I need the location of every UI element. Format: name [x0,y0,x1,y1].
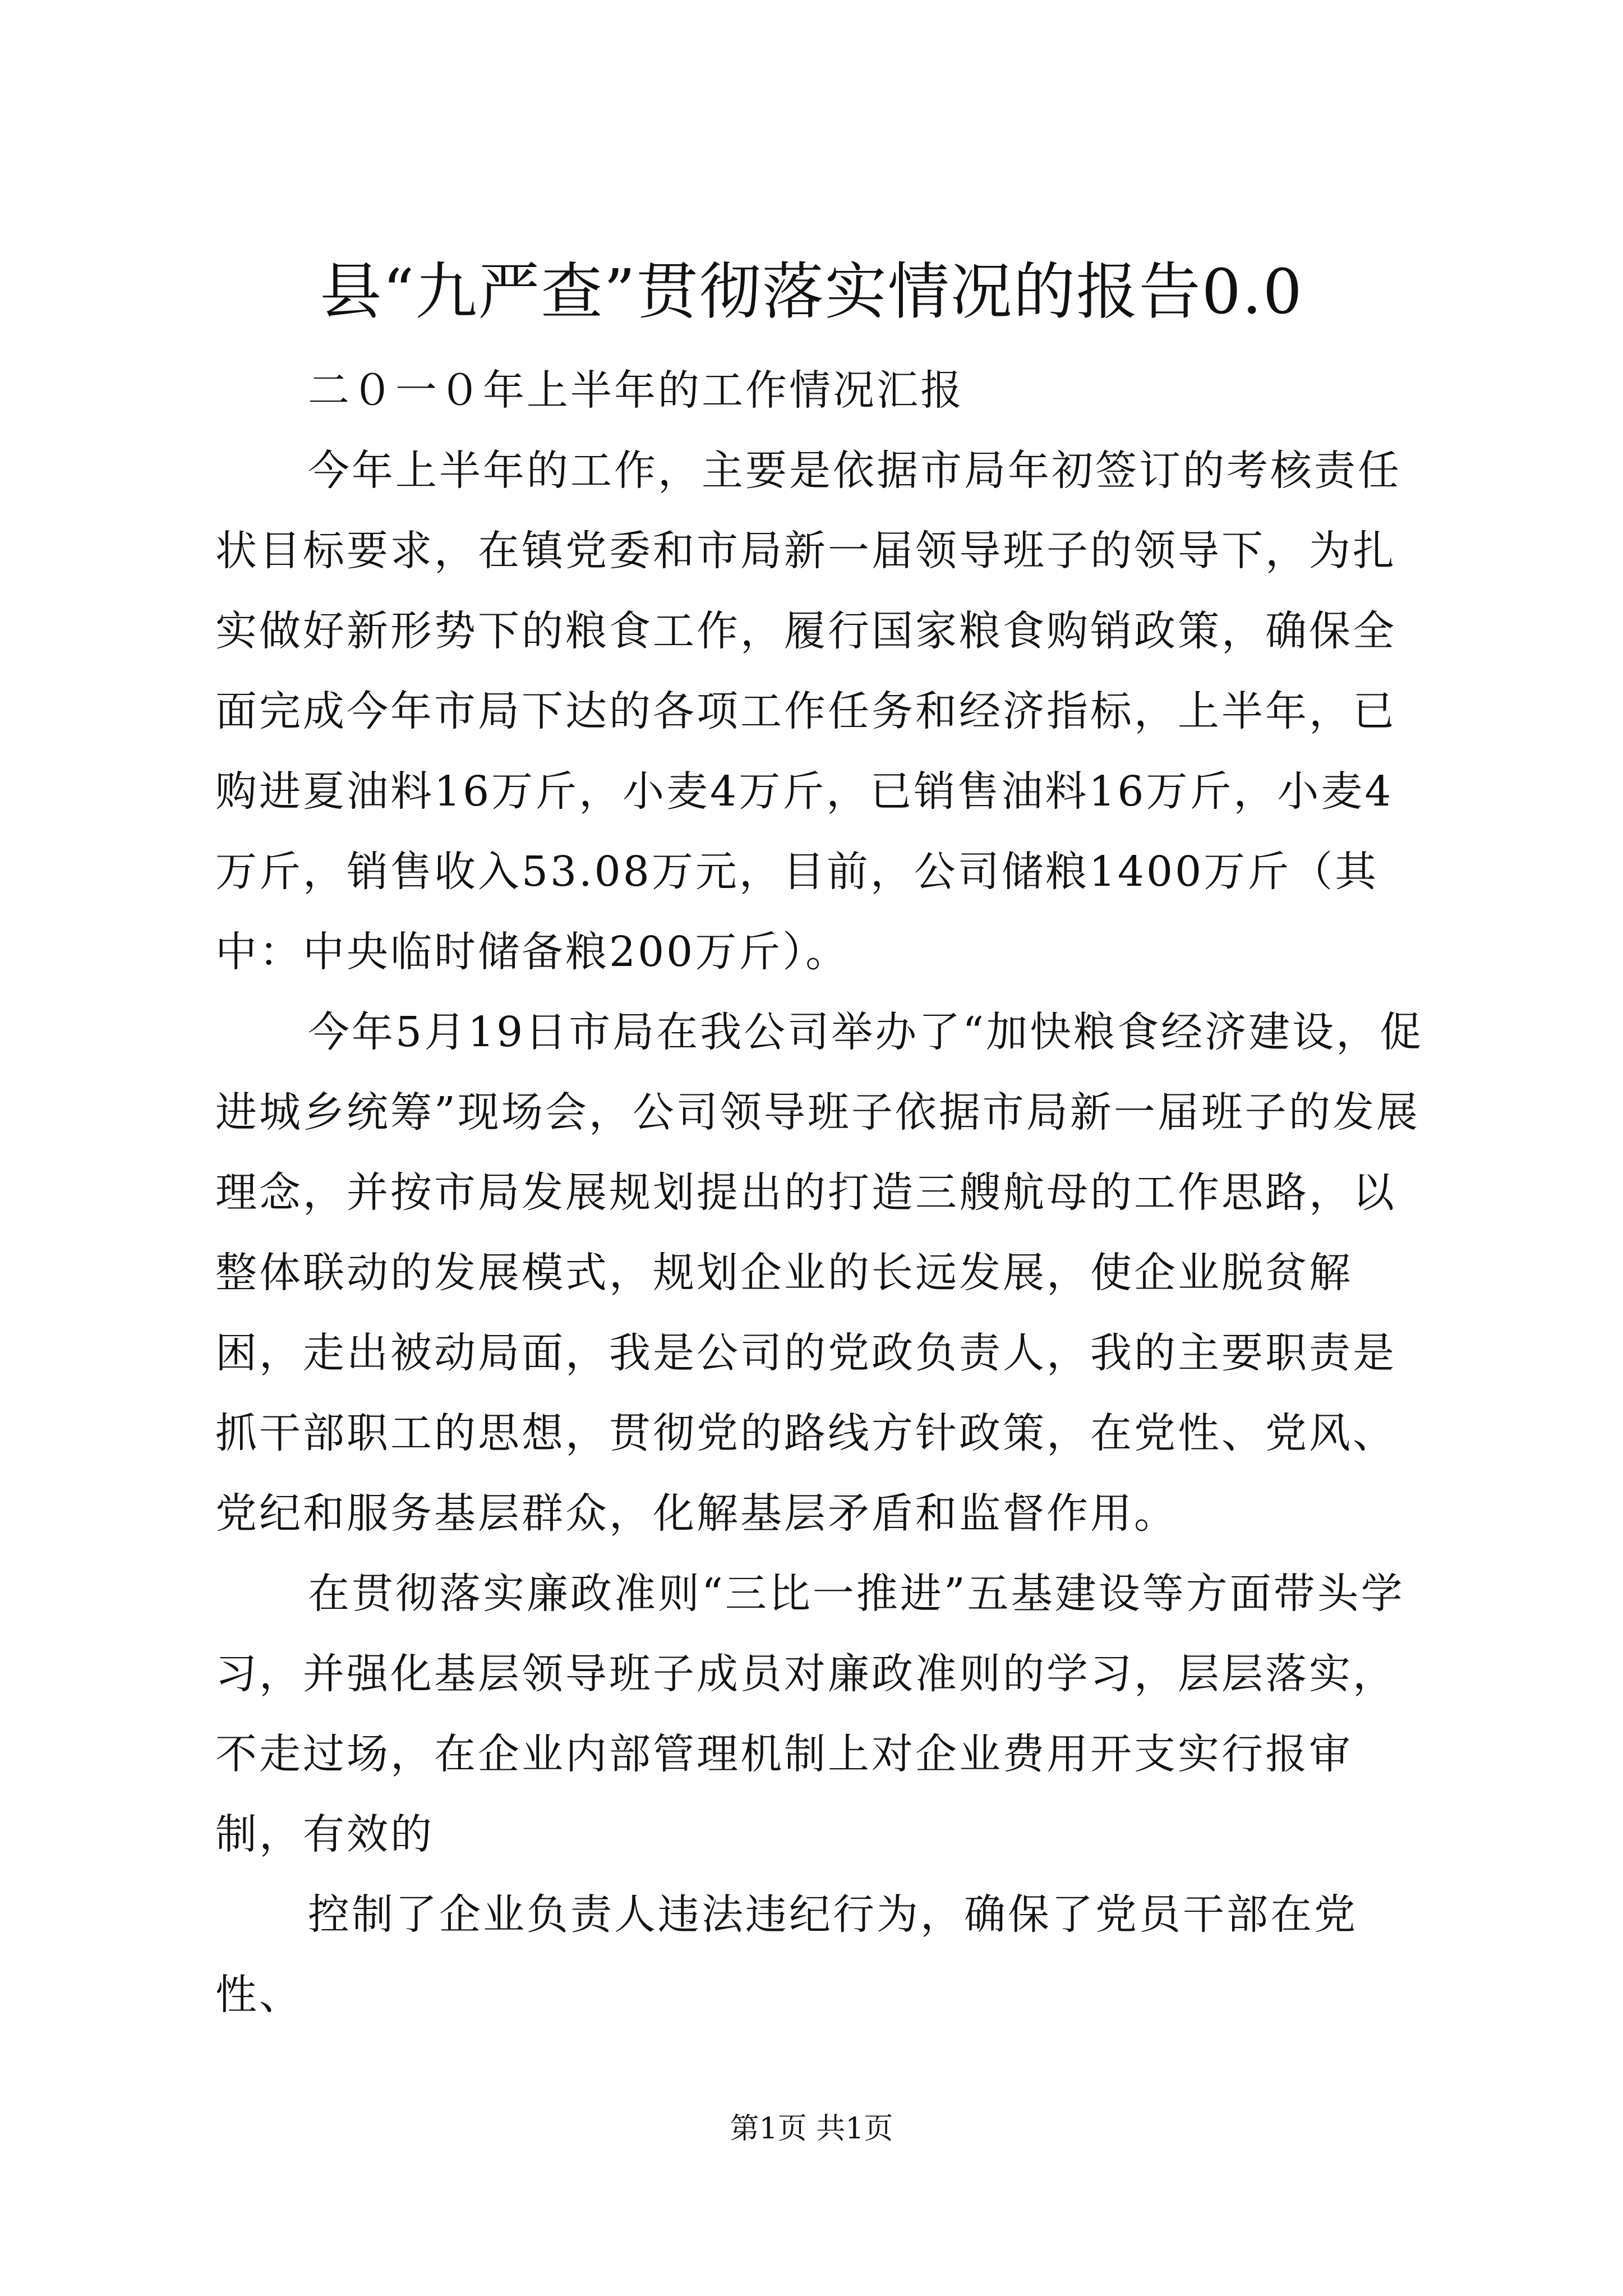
subtitle-paragraph: 二０一０年上半年的工作情况汇报 [308,366,964,415]
body-paragraph-1: 今年上半年的工作，主要是依据市局年初签订的考核责任状目标要求，在镇党委和市局新一届领导班子的领导下，为扎实做好新形势下的粮食工作，履行国家粮食购销政策，确保全面完成今年市局下达的各项工作任务和经济指标，上半年，已购进夏油料16万斤，小麦4万斤，已销售油料16万斤，小麦4万斤，销售收入53.08万元，目前，公司储粮1400万斤（其中：中央临时储备粮200万斤）。 [215,447,1401,976]
body-paragraph-4: 控制了企业负责人违法违纪行为，确保了党员干部在党性、 [215,1890,1358,2019]
page-footer: 第1页 共1页 [730,2112,893,2146]
document-title: 县“九严查”贯彻落实情况的报告0.0 [320,256,1303,328]
body-paragraph-2: 今年5月19日市局在我公司举办了“加快粮食经济建设，促进城乡统筹”现场会，公司领导班子依据市局新一届班子的发展理念，并按市局发展规划提出的打造三艘航母的工作思路，以整体联动的发展模式，规划企业的长远发展，使企业脱贫解困，走出被动局面，我是公司的党政负责人，我的主要职责是抓干部职工的思想，贯彻党的路线方针政策，在党性、党风、党纪和服务基层群众，化解基层矛盾和监督作用。 [215,1008,1424,1538]
document-body [215,351,1427,2035]
body-paragraph-3: 在贯彻落实廉政准则“三比一推进”五基建设等方面带头学习，并强化基层领导班子成员对廉政准则的学习，层层落实，不走过场，在企业内部管理机制上对企业费用开支实行报审制，有效的 [215,1570,1405,1858]
